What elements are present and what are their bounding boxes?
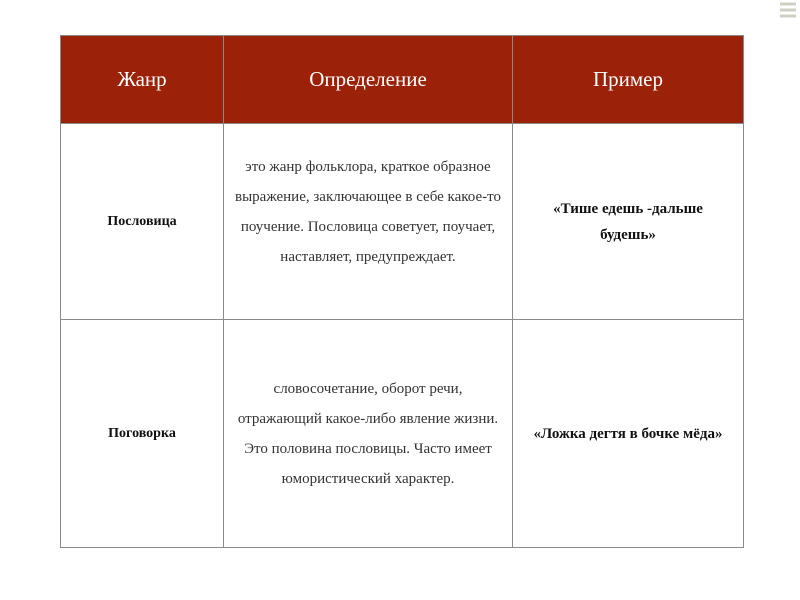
example-text: «Тише едешь -дальше будешь» [553,200,703,243]
definition-text: это жанр фольклора, краткое образное выражение, заключающее в себе какое-то поучение. Пословица советует, поучает, наставляет, предупреждает. [235,158,501,265]
definition-cell [224,320,513,548]
definition-text: словосочетание, оборот речи, отражающий какое-либо явление жизни. Это половина пословицы. Часто имеет юмористический характер. [237,380,499,487]
table-row [61,124,744,320]
header-definition: Определение [224,36,513,124]
definition-cell [224,124,513,320]
table-row [61,320,744,548]
header-genre: Жанр [61,36,224,124]
corner-decoration-icon [776,2,798,24]
genre-cell: Пословица [61,124,224,320]
example-cell [513,320,744,548]
example-cell [513,124,744,320]
genre-table [60,35,744,548]
genre-cell: Поговорка [61,320,224,548]
header-example: Пример [513,36,744,124]
example-text: «Ложка дегтя в бочке мёда» [533,425,723,442]
table-header-row [61,36,744,124]
